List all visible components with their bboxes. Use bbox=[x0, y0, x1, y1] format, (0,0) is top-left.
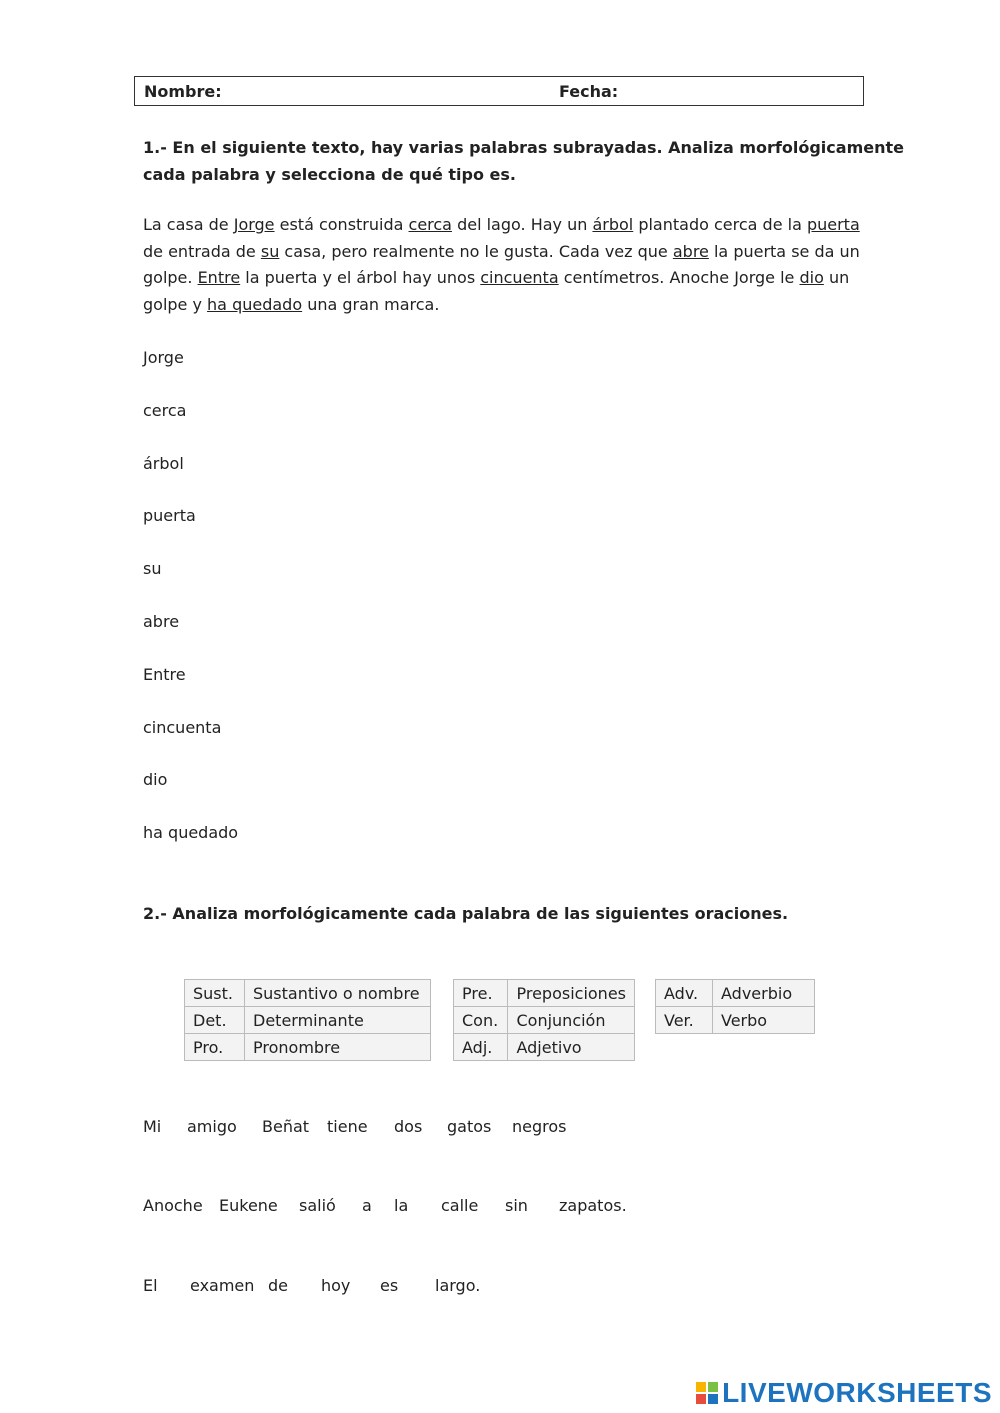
underlined-word: cerca bbox=[408, 215, 452, 234]
legend-meaning: Sustantivo o nombre bbox=[245, 980, 431, 1007]
answer-word: ha quedado bbox=[143, 823, 239, 843]
sentence-word: salió bbox=[299, 1196, 336, 1215]
legend-abbreviation: Con. bbox=[454, 1007, 508, 1034]
answer-word: Entre bbox=[143, 664, 186, 684]
underlined-word: cincuenta bbox=[480, 268, 559, 287]
paragraph-text: la puerta y el árbol hay unos bbox=[240, 268, 481, 287]
sentence-word: zapatos. bbox=[559, 1196, 627, 1215]
sentence-word: sin bbox=[505, 1196, 528, 1215]
answer-word: abre bbox=[143, 612, 180, 631]
legend-abbreviation: Ver. bbox=[656, 1007, 713, 1034]
paragraph-text: La casa de bbox=[143, 215, 234, 234]
legend-abbreviation: Pro. bbox=[185, 1034, 245, 1061]
legend-meaning: Verbo bbox=[713, 1007, 815, 1034]
legend-table-3 bbox=[655, 979, 815, 1034]
date-label: Fecha: bbox=[559, 82, 619, 101]
legend-row bbox=[454, 1034, 635, 1061]
header-box bbox=[134, 76, 864, 106]
sentence-word: Anoche bbox=[143, 1196, 203, 1215]
paragraph-text: una gran marca. bbox=[302, 294, 440, 314]
liveworksheets-logo bbox=[696, 1377, 992, 1409]
legend-meaning: Adjetivo bbox=[508, 1034, 635, 1061]
sentence-word: negros bbox=[512, 1117, 567, 1136]
paragraph-text: casa, pero realmente no le gusta. Cada vez que bbox=[279, 241, 673, 261]
legend-row bbox=[656, 1007, 815, 1034]
paragraph-text: está construida bbox=[274, 215, 409, 234]
name-label: Nombre: bbox=[144, 82, 222, 101]
sentence-word: hoy bbox=[321, 1276, 351, 1295]
legend-meaning: Conjunción bbox=[508, 1007, 635, 1034]
question-1-title: 1.- En el siguiente texto, hay varias palabras subrayadas. Analiza morfológicamente cada palabra y selecciona de qué tipo es. bbox=[143, 138, 904, 184]
answer-word: cincuenta bbox=[143, 717, 222, 737]
paragraph-text: plantado cerca de la bbox=[633, 215, 807, 234]
underlined-word: Jorge bbox=[233, 215, 275, 234]
answer-word: árbol bbox=[143, 453, 184, 473]
answer-word: Jorge bbox=[143, 348, 184, 367]
legend-row bbox=[185, 980, 431, 1007]
sentence-word: calle bbox=[441, 1196, 479, 1215]
legend-meaning: Determinante bbox=[245, 1007, 431, 1034]
legend-row bbox=[185, 1007, 431, 1034]
legend-abbreviation: Adj. bbox=[454, 1034, 508, 1061]
legend-abbreviation: Pre. bbox=[454, 980, 508, 1007]
legend-abbreviation: Det. bbox=[185, 1007, 245, 1034]
sentence-word: Eukene bbox=[219, 1196, 278, 1215]
sentence-word: de bbox=[268, 1276, 288, 1295]
paragraph-text: del lago. Hay un bbox=[451, 215, 593, 234]
sentence-word: gatos bbox=[447, 1117, 492, 1136]
sentence-word: la bbox=[394, 1196, 409, 1215]
question-1-paragraph bbox=[143, 212, 863, 318]
answer-word: puerta bbox=[143, 506, 196, 526]
sentence-word: a bbox=[362, 1196, 372, 1215]
legend-meaning: Pronombre bbox=[245, 1034, 431, 1061]
legend-table-1 bbox=[184, 979, 431, 1061]
brand-text: LIVEWORKSHEETS bbox=[722, 1377, 992, 1408]
legend-abbreviation: Adv. bbox=[656, 980, 713, 1007]
brand-icon bbox=[696, 1382, 718, 1404]
underlined-word: árbol bbox=[592, 215, 634, 234]
sentence-word: El bbox=[143, 1276, 158, 1295]
underlined-word: puerta bbox=[806, 215, 860, 234]
underlined-word: abre bbox=[672, 241, 709, 261]
legend-meaning: Preposiciones bbox=[508, 980, 635, 1007]
sentence-word: Beñat bbox=[262, 1117, 310, 1136]
legend-row bbox=[656, 980, 815, 1007]
sentence-word: examen bbox=[190, 1276, 255, 1295]
underlined-word: dio bbox=[799, 268, 824, 287]
underlined-word: ha quedado bbox=[207, 294, 303, 314]
legend-row bbox=[454, 1007, 635, 1034]
paragraph-text: centímetros. Anoche Jorge le bbox=[558, 268, 800, 287]
sentence-word: dos bbox=[394, 1117, 423, 1136]
paragraph-text: la puerta se da un golpe. bbox=[143, 241, 860, 287]
question-2-title: 2.- Analiza morfológicamente cada palabra de las siguientes oraciones. bbox=[143, 904, 789, 923]
answer-word: su bbox=[143, 559, 162, 579]
legend-meaning: Adverbio bbox=[713, 980, 815, 1007]
legend-table-2 bbox=[453, 979, 635, 1061]
sentence-word: Mi bbox=[143, 1117, 162, 1136]
underlined-word: su bbox=[260, 241, 280, 261]
answer-word: dio bbox=[143, 770, 168, 790]
sentence-word: amigo bbox=[187, 1117, 237, 1136]
legend-row bbox=[185, 1034, 431, 1061]
paragraph-text: un golpe y bbox=[143, 268, 850, 314]
paragraph-text: de entrada de bbox=[143, 241, 261, 261]
legend-row bbox=[454, 980, 635, 1007]
answer-word: cerca bbox=[143, 400, 187, 420]
sentence-word: largo. bbox=[435, 1276, 481, 1295]
legend-abbreviation: Sust. bbox=[185, 980, 245, 1007]
sentence-word: es bbox=[380, 1276, 399, 1295]
underlined-word: Entre bbox=[197, 268, 241, 287]
sentence-word: tiene bbox=[327, 1117, 368, 1136]
